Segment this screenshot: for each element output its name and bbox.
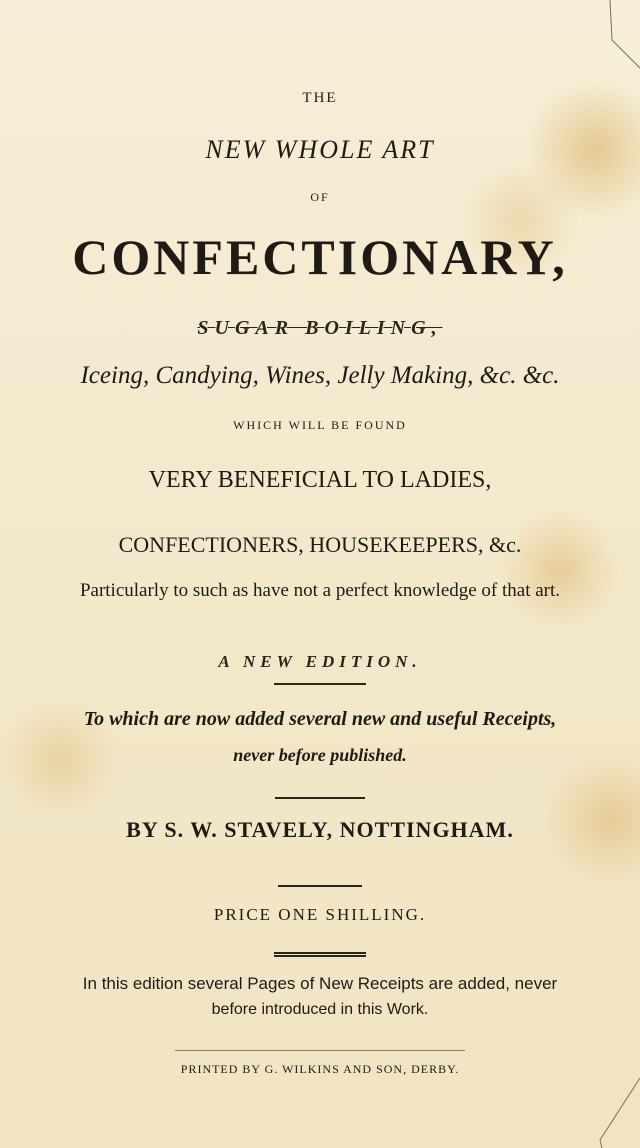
rule-2 xyxy=(275,797,365,799)
of-heading: OF xyxy=(310,190,330,204)
rule-3 xyxy=(278,885,362,887)
added-line-1: To which are now added several new and useful Receipts, xyxy=(83,708,557,730)
edition-note-line-2: before introduced in this Work. xyxy=(211,1001,429,1018)
the-heading: THE xyxy=(302,90,338,106)
audiences-line: CONFECTIONERS, HOUSEKEEPERS, &c. xyxy=(118,532,522,557)
author-line: BY S. W. STAVELY, NOTTINGHAM. xyxy=(126,817,514,842)
price-line: PRICE ONE SHILLING. xyxy=(213,905,427,924)
page-corner-fold xyxy=(600,0,640,70)
new-edition-blackletter: A NEW EDITION. xyxy=(218,652,422,671)
rule-4 xyxy=(175,1050,465,1051)
imprint-line: PRINTED BY G. WILKINS AND SON, DERBY. xyxy=(180,1062,460,1076)
particularly-line: Particularly to such as have not a perfect knowledge of that art. xyxy=(79,580,561,601)
sugar-boiling-blackletter: SUGAR BOILING, xyxy=(197,317,443,339)
edition-note-line-1: In this edition several Pages of New Receipts are added, never xyxy=(82,974,558,993)
added-line-2: never before published. xyxy=(233,745,407,765)
which-will-line: WHICH WILL BE FOUND xyxy=(233,418,407,432)
title-line-1: NEW WHOLE ART xyxy=(205,135,435,164)
beneficial-line: VERY BENEFICIAL TO LADIES, xyxy=(148,467,492,493)
page-corner-fold-bottom xyxy=(598,1078,640,1148)
double-rule xyxy=(274,952,366,957)
subjects-line: Iceing, Candying, Wines, Jelly Making, &c. &c. xyxy=(80,362,560,389)
main-title: CONFECTIONARY, xyxy=(72,229,568,285)
rule-1 xyxy=(274,683,366,685)
